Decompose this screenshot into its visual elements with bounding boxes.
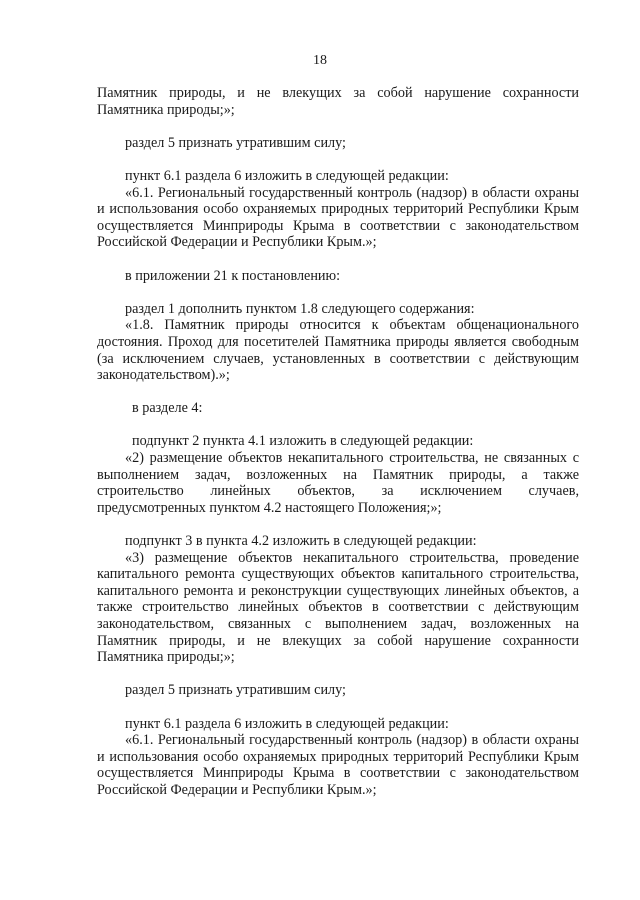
text-line: (за исключением случаев, установленных в соответствии с действующим — [97, 350, 579, 367]
text-line: строительство линейных объектов, за исключением случаев, — [97, 483, 579, 500]
text-line: капитального ремонта существующих объектов капитального строительства, — [97, 566, 579, 583]
text-line: капитального ремонта и реконструкции существующих линейных объектов, а — [97, 582, 579, 599]
text-line: выполнением задач, возложенных на Памятник природы, а также — [97, 466, 579, 483]
text-line: законодательством, связанных с выполнением задач, возложенных на — [97, 616, 579, 632]
text-line: «2) размещение объектов некапитального строительства, не связанных с — [125, 450, 579, 467]
text-line: раздел 5 признать утратившим силу; — [125, 682, 346, 699]
text-line: раздел 5 признать утратившим силу; — [125, 134, 346, 151]
text-line: в приложении 21 к постановлению: — [125, 267, 341, 284]
text-line: и использования особо охраняемых природных территорий Республики Крым — [97, 201, 579, 218]
text-line: пункт 6.1 раздела 6 изложить в следующей редакции: — [125, 167, 449, 184]
text-line: осуществляется Минприроды Крыма в соответствии с законодательством — [97, 217, 579, 234]
text-line: подпункт 3 в пункта 4.2 изложить в следующей редакции: — [125, 533, 477, 550]
document-body — [97, 85, 579, 799]
text-line: пункт 6.1 раздела 6 изложить в следующей редакции: — [125, 715, 449, 732]
text-line: Памятник природы, и не влекущих за собой нарушение сохранности — [97, 85, 579, 101]
text-line: Памятника природы;»; — [97, 649, 235, 666]
text-line: осуществляется Минприроды Крыма в соответствии с законодательством — [97, 765, 579, 782]
text-line: «1.8. Памятник природы относится к объектам общенационального — [125, 317, 579, 334]
text-line: также строительство линейных объектов в соответствии с действующим — [97, 599, 579, 616]
text-line: Памятника природы;»; — [97, 101, 235, 118]
text-line: в разделе 4: — [132, 400, 203, 417]
text-line: раздел 1 дополнить пунктом 1.8 следующего содержания: — [125, 300, 475, 317]
page-number: 18 — [313, 53, 327, 68]
text-line: Российской Федерации и Республики Крым.»; — [97, 234, 377, 251]
text-line: «6.1. Региональный государственный контроль (надзор) в области охраны — [125, 732, 579, 749]
text-line: предусмотренных пунктом 4.2 настоящего Положения;»; — [97, 499, 442, 516]
text-line: подпункт 2 пункта 4.1 изложить в следующей редакции: — [132, 433, 474, 450]
text-line: «6.1. Региональный государственный контроль (надзор) в области охраны — [125, 184, 579, 201]
text-line: Российской Федерации и Республики Крым.»; — [97, 781, 377, 798]
text-line: законодательством).»; — [97, 367, 230, 384]
text-line: Памятник природы, и не влекущих за собой нарушение сохранности — [97, 632, 579, 649]
text-line: «3) размещение объектов некапитального строительства, проведение — [125, 549, 579, 566]
text-line: и использования особо охраняемых природных территорий Республики Крым — [97, 748, 579, 765]
text-line: достояния. Проход для посетителей Памятника природы является свободным — [97, 333, 579, 350]
